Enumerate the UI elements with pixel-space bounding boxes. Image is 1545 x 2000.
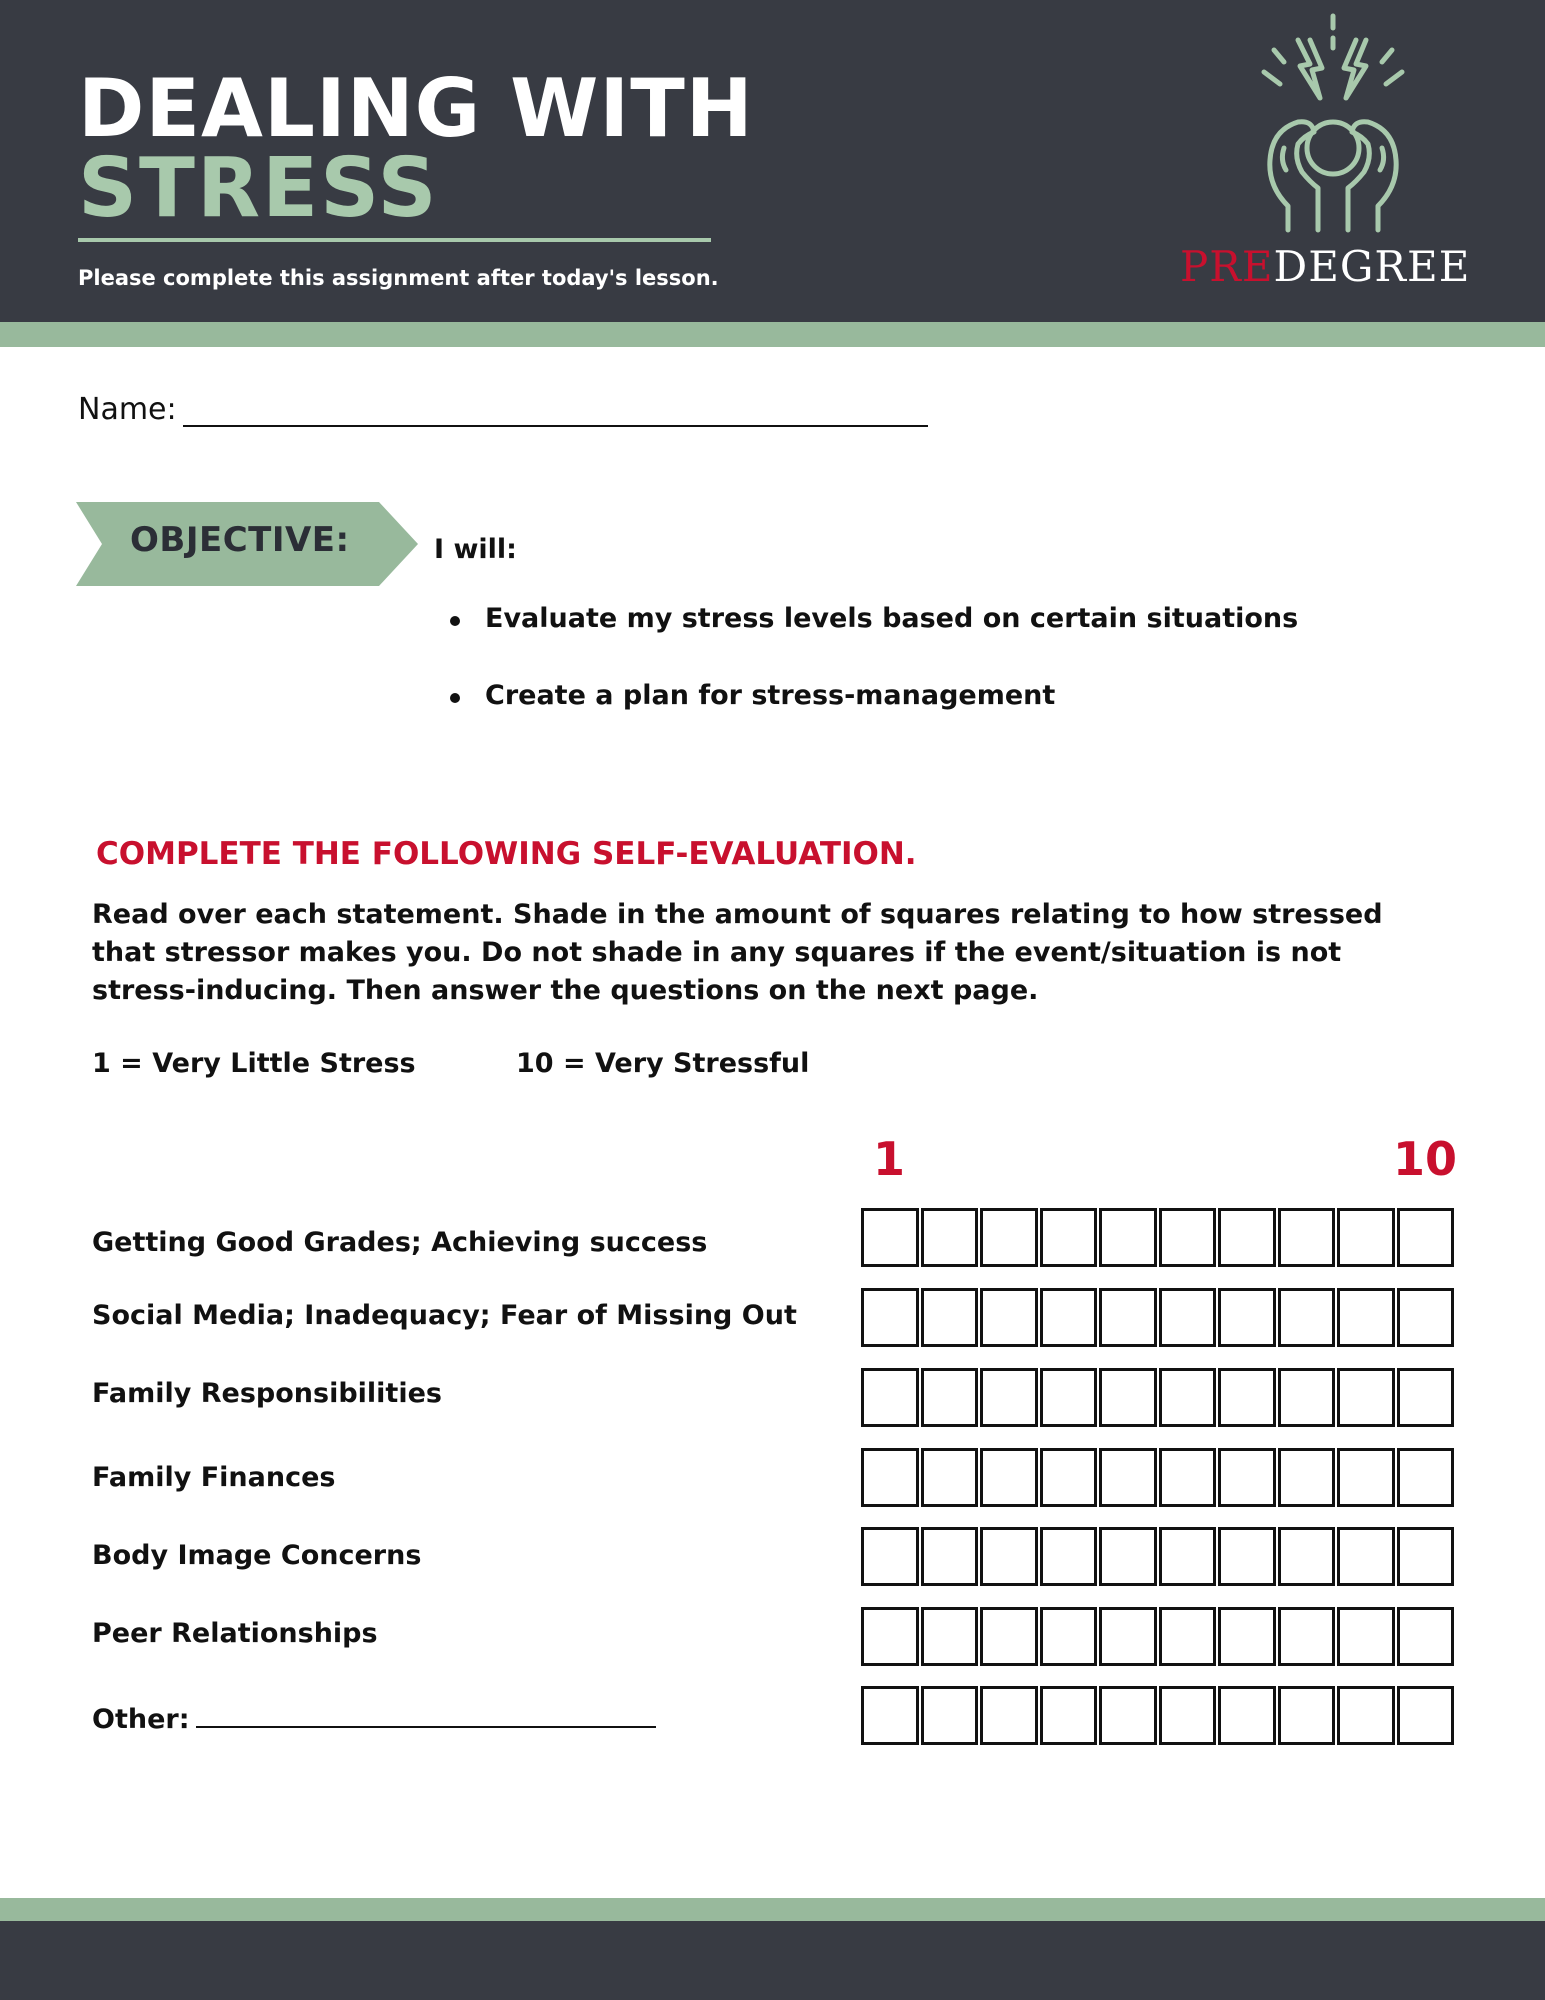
- rating-square[interactable]: [1397, 1448, 1455, 1507]
- rating-row-peer-relationships: [861, 1607, 1454, 1666]
- stressed-head-icon: [1228, 10, 1438, 238]
- rating-square[interactable]: [1218, 1448, 1276, 1507]
- rating-square[interactable]: [1278, 1686, 1336, 1745]
- rating-square[interactable]: [921, 1448, 979, 1507]
- rating-square[interactable]: [921, 1288, 979, 1347]
- rating-square[interactable]: [1337, 1607, 1395, 1666]
- rating-square[interactable]: [861, 1527, 919, 1586]
- rating-square[interactable]: [1218, 1368, 1276, 1427]
- name-input-line[interactable]: [183, 395, 928, 427]
- objective-intro: I will:: [434, 534, 517, 565]
- bullet-icon: [450, 693, 460, 703]
- predegree-logo: [1180, 242, 1470, 292]
- rating-square[interactable]: [1099, 1288, 1157, 1347]
- objective-item-text: Create a plan for stress-management: [485, 680, 1056, 711]
- stressor-label-body-image: Body Image Concerns: [92, 1540, 422, 1571]
- objective-tag: OBJECTIVE:: [130, 520, 350, 560]
- rating-square[interactable]: [1159, 1607, 1217, 1666]
- rating-square[interactable]: [1218, 1208, 1276, 1267]
- rating-square[interactable]: [980, 1527, 1038, 1586]
- rating-square[interactable]: [1099, 1607, 1157, 1666]
- scale-high-label: 10 = Very Stressful: [516, 1048, 810, 1079]
- rating-square[interactable]: [1040, 1527, 1098, 1586]
- rating-square[interactable]: [1278, 1448, 1336, 1507]
- rating-square[interactable]: [1040, 1288, 1098, 1347]
- rating-square[interactable]: [861, 1607, 919, 1666]
- objective-item-text: Evaluate my stress levels based on certain situations: [485, 603, 1299, 634]
- footer-stripe: [0, 1898, 1545, 1921]
- rating-square[interactable]: [921, 1686, 979, 1745]
- rating-square[interactable]: [1099, 1368, 1157, 1427]
- rating-square[interactable]: [1337, 1288, 1395, 1347]
- rating-row-grades: [861, 1208, 1454, 1267]
- footer-banner: [0, 1921, 1545, 2000]
- rating-square[interactable]: [1337, 1208, 1395, 1267]
- rating-row-family-finances: [861, 1448, 1454, 1507]
- bullet-icon: [450, 616, 460, 626]
- rating-square[interactable]: [1040, 1368, 1098, 1427]
- rating-square[interactable]: [861, 1448, 919, 1507]
- rating-square[interactable]: [1397, 1607, 1455, 1666]
- rating-square[interactable]: [1159, 1686, 1217, 1745]
- rating-square[interactable]: [1278, 1368, 1336, 1427]
- rating-square[interactable]: [1337, 1527, 1395, 1586]
- rating-square[interactable]: [980, 1288, 1038, 1347]
- rating-square[interactable]: [1159, 1288, 1217, 1347]
- rating-square[interactable]: [1099, 1527, 1157, 1586]
- rating-square[interactable]: [1397, 1288, 1455, 1347]
- rating-square[interactable]: [1397, 1686, 1455, 1745]
- rating-square[interactable]: [1040, 1607, 1098, 1666]
- rating-square[interactable]: [861, 1368, 919, 1427]
- rating-square[interactable]: [980, 1368, 1038, 1427]
- rating-square[interactable]: [980, 1607, 1038, 1666]
- logo-degree: DEGREE: [1273, 242, 1471, 291]
- rating-square[interactable]: [1159, 1527, 1217, 1586]
- rating-row-other: [861, 1686, 1454, 1745]
- other-label: Other:: [92, 1704, 190, 1735]
- rating-square[interactable]: [921, 1607, 979, 1666]
- rating-square[interactable]: [1040, 1686, 1098, 1745]
- rating-square[interactable]: [1337, 1686, 1395, 1745]
- rating-square[interactable]: [1218, 1686, 1276, 1745]
- rating-square[interactable]: [1218, 1527, 1276, 1586]
- evaluation-heading: COMPLETE THE FOLLOWING SELF-EVALUATION.: [96, 836, 917, 872]
- rating-square[interactable]: [1159, 1448, 1217, 1507]
- rating-row-social-media: [861, 1288, 1454, 1347]
- rating-square[interactable]: [1040, 1448, 1098, 1507]
- rating-square[interactable]: [1218, 1288, 1276, 1347]
- rating-square[interactable]: [1099, 1448, 1157, 1507]
- evaluation-instructions: Read over each statement. Shade in the amount of squares relating to how stressed that stressor makes you. Do not shade in any squares if the event/situation is not stress-inducing. Then answer the questions on the next page.: [92, 899, 1383, 1006]
- rating-square[interactable]: [861, 1288, 919, 1347]
- name-field[interactable]: [78, 392, 928, 427]
- objective-item: [450, 680, 1298, 757]
- rating-square[interactable]: [921, 1208, 979, 1267]
- rating-square[interactable]: [1397, 1368, 1455, 1427]
- rating-square[interactable]: [980, 1448, 1038, 1507]
- scale-min-number: 1: [873, 1132, 906, 1186]
- rating-square[interactable]: [861, 1208, 919, 1267]
- title-line-2: STRESS: [78, 141, 439, 236]
- stressor-label-grades: Getting Good Grades; Achieving success: [92, 1227, 708, 1258]
- subtitle: Please complete this assignment after today's lesson.: [78, 266, 719, 290]
- objective-list: [450, 603, 1298, 757]
- rating-square[interactable]: [1337, 1368, 1395, 1427]
- rating-square[interactable]: [1159, 1208, 1217, 1267]
- name-label: Name:: [78, 392, 177, 427]
- rating-square[interactable]: [1218, 1607, 1276, 1666]
- rating-square[interactable]: [1159, 1368, 1217, 1427]
- rating-square[interactable]: [1278, 1208, 1336, 1267]
- objective-item: [450, 603, 1298, 680]
- rating-square[interactable]: [921, 1368, 979, 1427]
- rating-square[interactable]: [980, 1208, 1038, 1267]
- rating-square[interactable]: [980, 1686, 1038, 1745]
- rating-square[interactable]: [1099, 1208, 1157, 1267]
- rating-square[interactable]: [921, 1527, 979, 1586]
- rating-square[interactable]: [1040, 1208, 1098, 1267]
- title-underline: [78, 238, 711, 242]
- rating-square[interactable]: [1337, 1448, 1395, 1507]
- rating-square[interactable]: [1278, 1527, 1336, 1586]
- scale-max-number: 10: [1393, 1132, 1458, 1186]
- rating-square[interactable]: [861, 1686, 919, 1745]
- logo-pre: PRE: [1180, 242, 1274, 291]
- rating-square[interactable]: [1099, 1686, 1157, 1745]
- stressor-label-other[interactable]: [92, 1700, 656, 1735]
- other-input-line[interactable]: [196, 1700, 656, 1728]
- stressor-label-social-media: Social Media; Inadequacy; Fear of Missing Out: [92, 1300, 797, 1331]
- rating-square[interactable]: [1397, 1527, 1455, 1586]
- stressor-label-family-finances: Family Finances: [92, 1462, 336, 1493]
- rating-row-family-responsibilities: [861, 1368, 1454, 1427]
- stressor-label-peer-relationships: Peer Relationships: [92, 1618, 378, 1649]
- rating-square[interactable]: [1278, 1607, 1336, 1666]
- rating-square[interactable]: [1397, 1208, 1455, 1267]
- stressor-label-family-responsibilities: Family Responsibilities: [92, 1378, 442, 1409]
- scale-low-label: 1 = Very Little Stress: [92, 1048, 416, 1079]
- rating-row-body-image: [861, 1527, 1454, 1586]
- title-line-1: DEALING WITH: [78, 62, 754, 155]
- rating-square[interactable]: [1278, 1288, 1336, 1347]
- header-stripe: [0, 322, 1545, 347]
